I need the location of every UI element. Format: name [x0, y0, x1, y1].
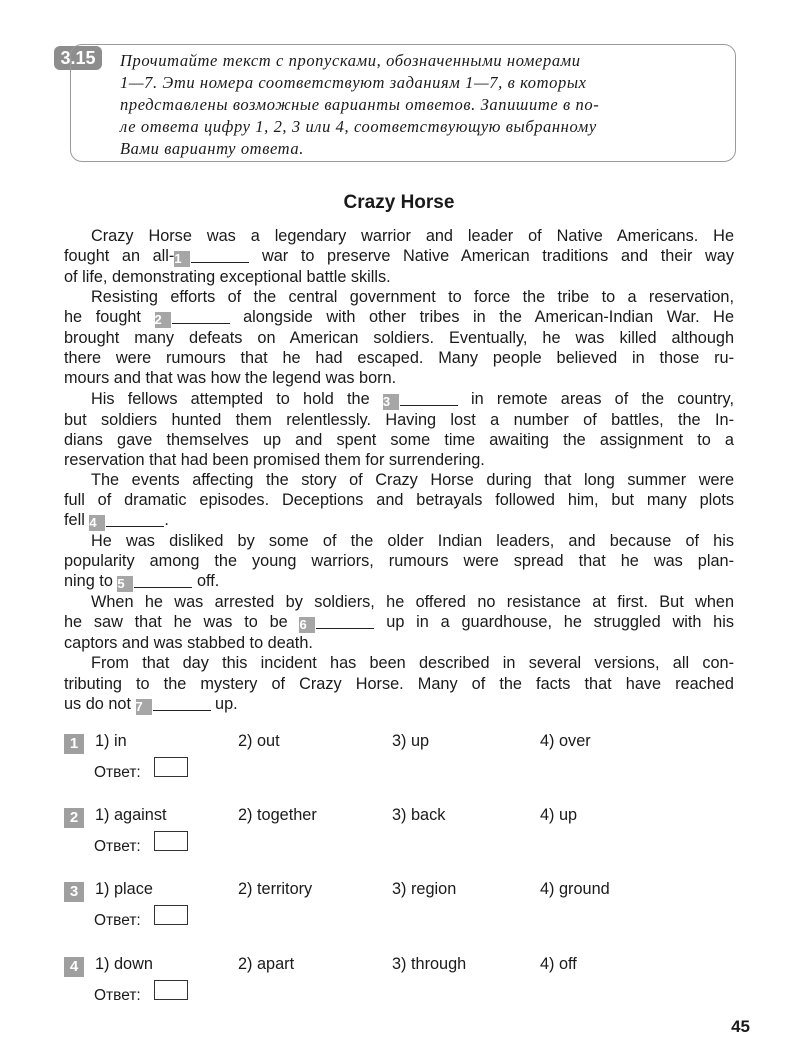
option-4: 4) off	[540, 955, 577, 973]
instruction-line: Вами варианту ответа.	[120, 139, 304, 158]
gap-number: 4	[89, 515, 105, 531]
text-line: ning to 5 off.	[64, 572, 220, 592]
text-title: Crazy Horse	[343, 192, 455, 213]
gap-blank	[106, 512, 164, 527]
text-line: Resisting efforts of the central government to force the tribe to a reservation,	[91, 288, 734, 307]
answer-box[interactable]	[154, 905, 188, 925]
instruction-line: представлены возможные варианты ответов. Запишите в по-	[120, 95, 600, 114]
option-3: 3) up	[392, 732, 430, 750]
option-4: 4) ground	[540, 880, 610, 898]
text-line: tributing to the mystery of Crazy Horse. Many of the facts that have reached	[64, 674, 734, 693]
answer-label: Ответ:	[94, 912, 141, 929]
question-number: 1	[64, 734, 84, 754]
question-number: 2	[64, 808, 84, 828]
instruction-text	[120, 50, 726, 160]
text-line: fell 4 .	[64, 511, 169, 531]
question-4	[64, 955, 754, 1025]
gap-number: 6	[299, 617, 315, 633]
text-line: full of dramatic episodes. Deceptions and betrayals followed him, but many plots	[64, 490, 734, 509]
answer-box[interactable]	[154, 831, 188, 851]
gap-blank	[191, 248, 249, 263]
text-line: His fellows attempted to hold the 3 in remote areas of the country,	[91, 389, 734, 409]
answer-label: Ответ:	[94, 987, 141, 1004]
text-line: fought an all-1 war to preserve Native American traditions and their way	[64, 247, 734, 267]
text-line: of life, demonstrating exceptional battle skills.	[64, 268, 391, 287]
text-line: he fought 2 alongside with other tribes in the American-Indian War. He	[64, 308, 734, 328]
answer-box[interactable]	[154, 980, 188, 1000]
text-line: brought many defeats on American soldiers. Eventually, he was killed although	[64, 329, 734, 348]
question-1	[64, 732, 754, 802]
option-2: 2) territory	[238, 880, 313, 898]
answer-box[interactable]	[154, 757, 188, 777]
gap-number: 2	[155, 312, 171, 328]
page-number: 45	[731, 1017, 750, 1036]
text-line: but soldiers hunted them relentlessly. Having lost a number of battles, the In-	[64, 410, 734, 429]
option-1: 1) against	[95, 806, 167, 824]
option-4: 4) up	[540, 806, 578, 824]
text-line: he saw that he was to be 6 up in a guardhouse, he struggled with his	[64, 613, 734, 633]
text-line: He was disliked by some of the older Indian leaders, and because of his	[91, 532, 734, 551]
instruction-line: 1—7. Эти номера соответствуют заданиям 1—7, в которых	[120, 73, 587, 92]
option-4: 4) over	[540, 732, 591, 750]
question-3	[64, 880, 754, 950]
option-1: 1) place	[95, 880, 153, 898]
gap-text	[64, 226, 734, 715]
instruction-line: ле ответа цифру 1, 2, 3 или 4, соответствующую выбранному	[120, 117, 597, 136]
text-line: From that day this incident has been described in several versions, all con-	[91, 654, 734, 673]
question-number: 4	[64, 957, 84, 977]
gap-number: 5	[117, 576, 133, 592]
text-line: reservation that had been promised them for surrendering.	[64, 450, 485, 469]
task-number-badge: 3.15	[54, 46, 102, 70]
option-2: 2) together	[238, 806, 317, 824]
text-line: there were rumours that he had escaped. Many people believed in those ru-	[64, 349, 734, 368]
option-2: 2) out	[238, 732, 280, 750]
text-line: us do not 7 up.	[64, 694, 238, 714]
text-line: dians gave themselves up and spent some time awaiting the assignment to a	[64, 430, 734, 449]
gap-number: 7	[136, 699, 152, 715]
option-3: 3) back	[392, 806, 446, 824]
option-1: 1) in	[95, 732, 127, 750]
text-line: When he was arrested by soldiers, he offered no resistance at first. But when	[91, 593, 734, 612]
text-line: The events affecting the story of Crazy Horse during that long summer were	[91, 470, 734, 489]
instruction-line: Прочитайте текст с пропусками, обозначенными номерами	[120, 51, 581, 70]
question-number: 3	[64, 882, 84, 902]
gap-blank	[172, 309, 230, 324]
gap-blank	[316, 614, 374, 629]
option-2: 2) apart	[238, 955, 295, 973]
answer-label: Ответ:	[94, 764, 141, 781]
text-line: captors and was stabbed to death.	[64, 634, 313, 653]
text-line: Crazy Horse was a legendary warrior and leader of Native Americans. He	[91, 227, 734, 245]
answer-label: Ответ:	[94, 838, 141, 855]
gap-number: 1	[174, 251, 190, 267]
text-line: popularity among the young warriors, rumours were spread that he was plan-	[64, 552, 734, 571]
option-3: 3) region	[392, 880, 457, 898]
gap-blank	[153, 696, 211, 711]
text-line: mours and that was how the legend was born.	[64, 369, 397, 388]
gap-blank	[400, 391, 458, 406]
option-3: 3) through	[392, 955, 467, 973]
option-1: 1) down	[95, 955, 153, 973]
gap-number: 3	[383, 394, 399, 410]
gap-blank	[134, 573, 192, 588]
question-2	[64, 806, 754, 876]
